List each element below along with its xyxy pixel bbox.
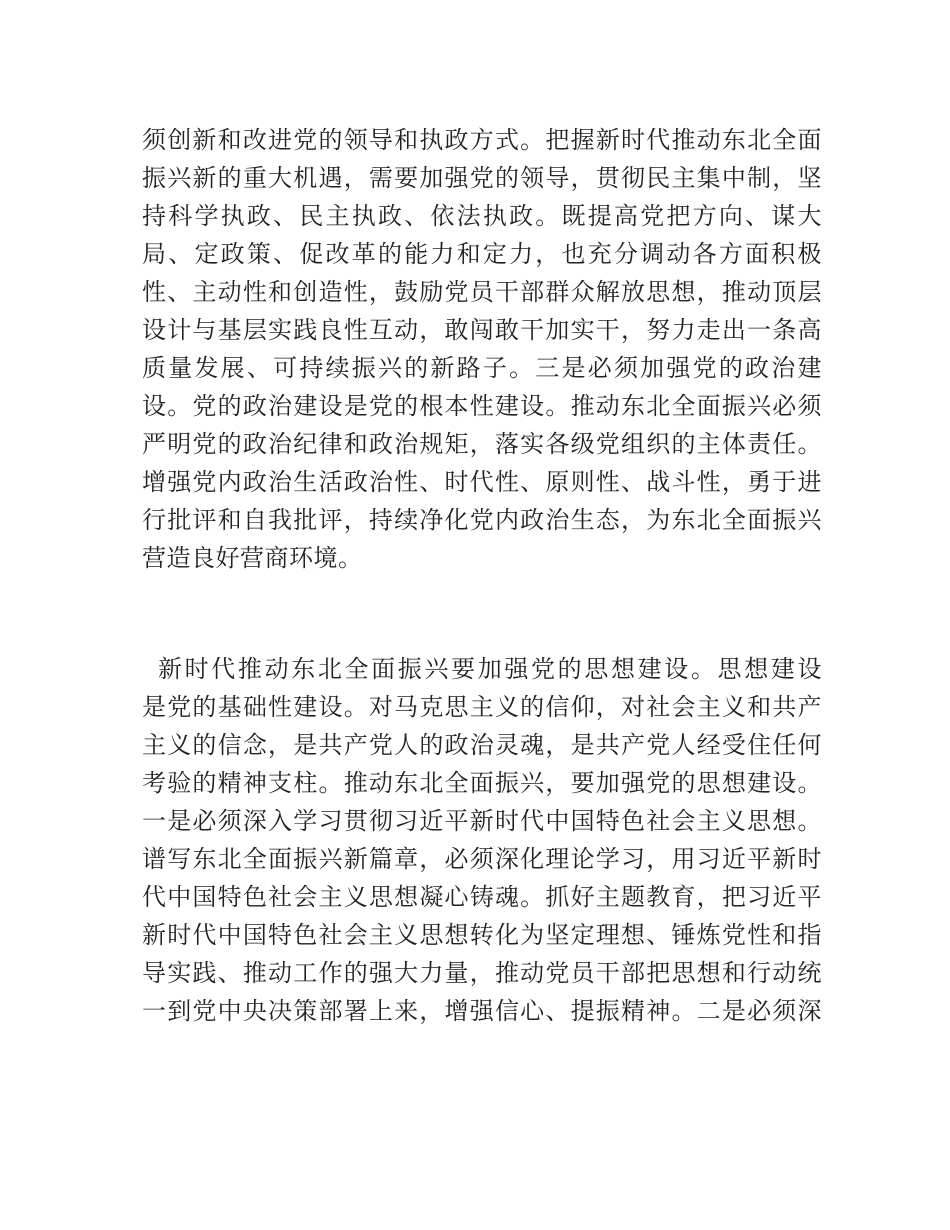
text-line: 新时代中国特色社会主义思想转化为坚定理想、锤炼党性和指: [142, 921, 822, 949]
text-line: 严明党的政治纪律和政治规矩，落实各级党组织的主体责任。: [142, 430, 822, 458]
text-line: 导实践、推动工作的强大力量，推动党员干部把思想和行动统: [142, 959, 822, 987]
text-line: 是党的基础性建设。对马克思主义的信仰，对社会主义和共产: [142, 693, 822, 721]
text-line: 振兴新的重大机遇，需要加强党的领导，贯彻民主集中制，坚: [142, 164, 822, 192]
text-line: 行批评和自我批评，持续净化党内政治生态，为东北全面振兴: [142, 506, 822, 534]
text-line: 性、主动性和创造性，鼓励党员干部群众解放思想，推动顶层: [142, 278, 822, 306]
paragraph-2: [142, 650, 822, 1030]
text-line: 新时代推动东北全面振兴要加强党的思想建设。思想建设: [158, 655, 822, 683]
text-line: 局、定政策、促改革的能力和定力，也充分调动各方面积极: [142, 240, 822, 268]
paragraph-1: [142, 121, 822, 577]
text-line: 须创新和改进党的领导和执政方式。把握新时代推动东北全面: [142, 126, 822, 154]
text-line: 增强党内政治生活政治性、时代性、原则性、战斗性，勇于进: [142, 468, 822, 496]
text-line: 设。党的政治建设是党的根本性建设。推动东北全面振兴必须: [142, 392, 822, 420]
text-line: 考验的精神支柱。推动东北全面振兴，要加强党的思想建设。: [142, 769, 822, 797]
text-line: 营造良好营商环境。: [142, 544, 363, 572]
text-line: 一是必须深入学习贯彻习近平新时代中国特色社会主义思想。: [142, 807, 822, 835]
text-line: 一到党中央决策部署上来，增强信心、提振精神。二是必须深: [142, 997, 822, 1025]
text-line: 代中国特色社会主义思想凝心铸魂。抓好主题教育，把习近平: [142, 883, 822, 911]
text-line: 持科学执政、民主执政、依法执政。既提高党把方向、谋大: [142, 202, 822, 230]
text-line: 质量发展、可持续振兴的新路子。三是必须加强党的政治建: [142, 354, 822, 382]
text-line: 主义的信念，是共产党人的政治灵魂，是共产党人经受住任何: [142, 731, 822, 759]
text-line: 谱写东北全面振兴新篇章，必须深化理论学习，用习近平新时: [142, 845, 822, 873]
text-line: 设计与基层实践良性互动，敢闯敢干加实干，努力走出一条高: [142, 316, 822, 344]
